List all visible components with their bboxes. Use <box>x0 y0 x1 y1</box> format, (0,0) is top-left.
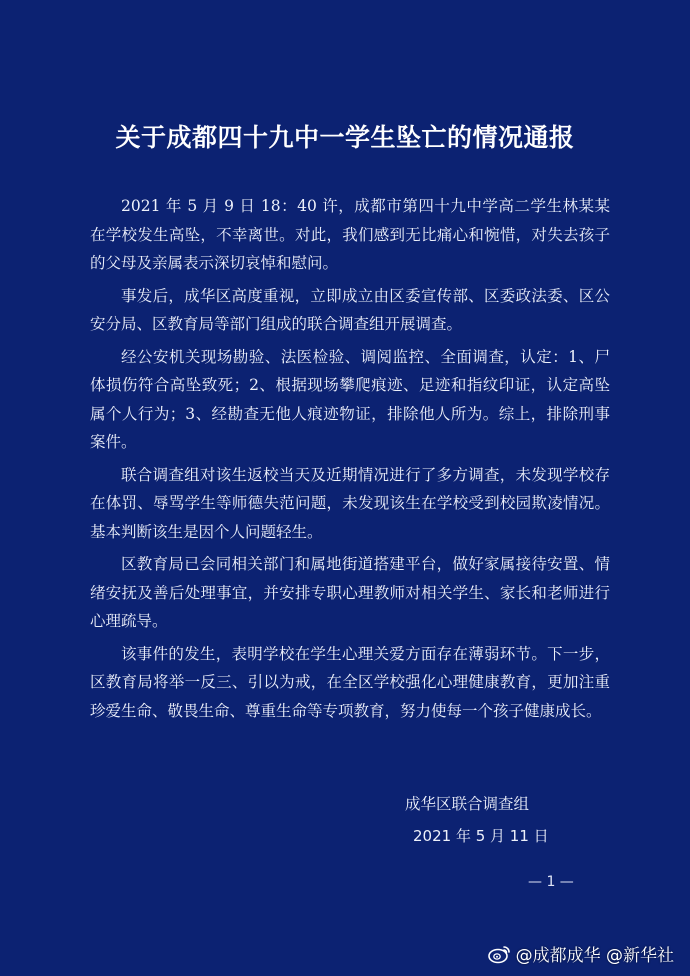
signature-block <box>405 788 549 852</box>
paragraph-1: 2021 年 5 月 9 日 18：40 许，成都市第四十九中学高二学生林某某在学校发生高坠，不幸离世。对此，我们感到无比痛心和惋惜，对失去孩子的父母及亲属表示深切哀悼和慰问。 <box>90 197 610 272</box>
signature-date: 2021 年 5 月 11 日 <box>413 827 549 845</box>
weibo-watermark <box>488 941 674 966</box>
paragraph-3: 经公安机关现场勘验、法医检验、调阅监控、全面调查，认定：1、尸体损伤符合高坠致死；2、根据现场攀爬痕迹、足迹和指纹印证，认定高坠属个人行为；3、经勘查无他人痕迹物证，排除他人所为。综上，排除刑事案件。 <box>90 347 610 451</box>
paragraph-2: 事发后，成华区高度重视，立即成立由区委宣传部、区委政法委、区公安分局、区教育局等部门组成的联合调查组开展调查。 <box>90 286 610 333</box>
signature-org: 成华区联合调查组 <box>405 795 530 813</box>
paragraph-4: 联合调查组对该生返校当天及近期情况进行了多方调查，未发现学校存在体罚、辱骂学生等师德失范问题，未发现该生在学校受到校园欺凌情况。基本判断该生是因个人问题轻生。 <box>90 465 610 541</box>
paragraph-5: 区教育局已会同相关部门和属地街道搭建平台，做好家属接待安置、情绪安抚及善后处理事宜，并安排专职心理教师对相关学生、家长和老师进行心理疏导。 <box>90 555 610 630</box>
watermark-text: @成都成华 @新华社 <box>515 946 674 966</box>
weibo-icon <box>488 944 512 964</box>
document-body <box>90 192 610 729</box>
paragraph-6: 该事件的发生，表明学校在学生心理关爱方面存在薄弱环节。下一步，区教育局将举一反三、引以为戒，在全区学校强化心理健康教育，更加注重珍爱生命、敬畏生命、尊重生命等专项教育，努力使每一个孩子健康成长。 <box>90 644 610 720</box>
document-title: 关于成都四十九中一学生坠亡的情况通报 <box>115 123 575 152</box>
page-number: — 1 — <box>528 874 574 890</box>
